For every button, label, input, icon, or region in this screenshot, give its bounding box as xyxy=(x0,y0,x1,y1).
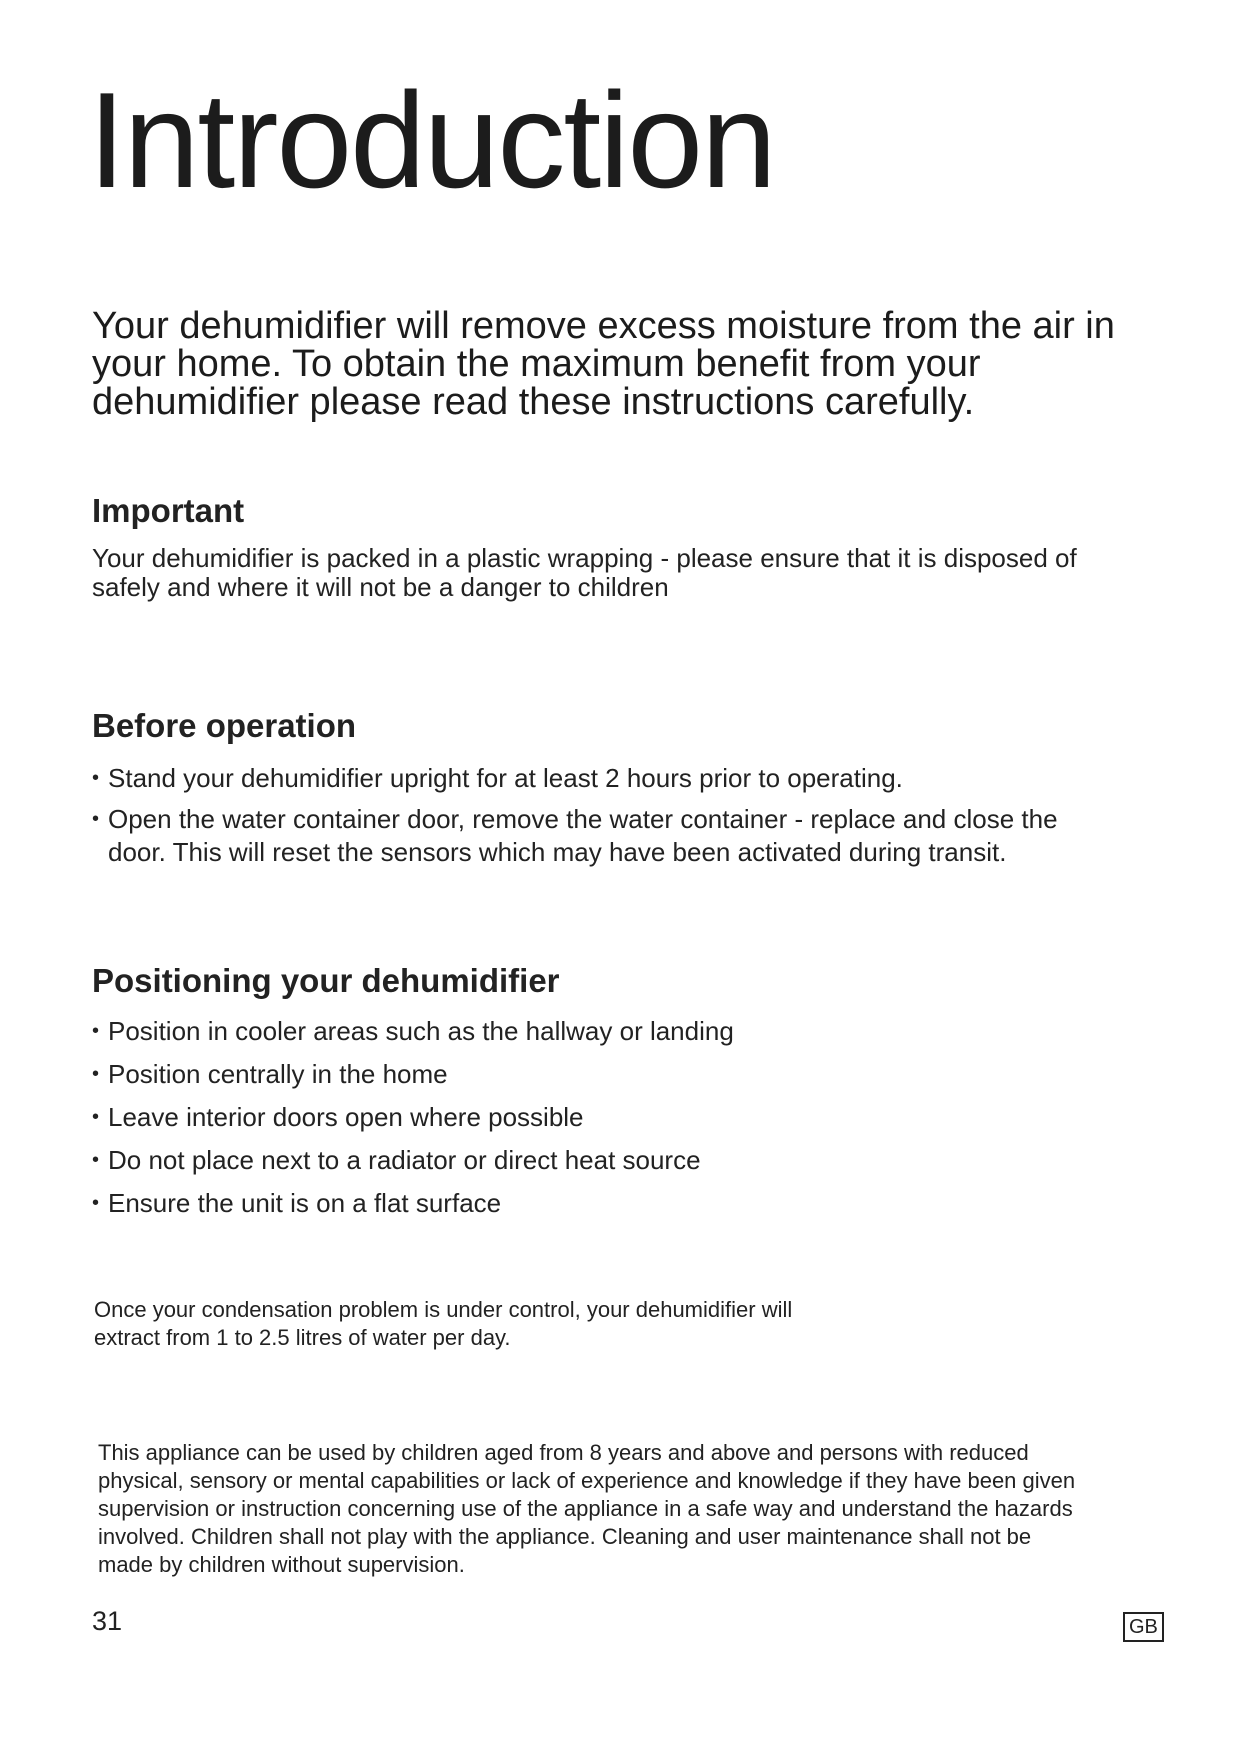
note-line: Once your condensation problem is under control, your dehumidifier will xyxy=(94,1297,793,1322)
language-badge: GB xyxy=(1123,1612,1164,1642)
notice-line: involved. Children shall not play with the appliance. Cleaning and user maintenance shall not be xyxy=(98,1524,1032,1549)
list-item-line: door. This will reset the sensors which may have been activated during transit. xyxy=(108,837,1007,867)
list-item: • Position centrally in the home xyxy=(92,1058,734,1091)
intro-line: your home. To obtain the maximum benefit from your xyxy=(92,343,981,385)
important-line: Your dehumidifier is packed in a plastic wrapping - please ensure that it is disposed of xyxy=(92,543,1077,573)
important-line: safely and where it will not be a danger to children xyxy=(92,572,669,602)
important-heading: Important xyxy=(92,492,245,529)
list-item xyxy=(92,803,1058,869)
condensation-note xyxy=(94,1296,792,1352)
notice-line: supervision or instruction concerning use of the appliance in a safe way and understand the hazards xyxy=(98,1496,1073,1521)
list-item: • Ensure the unit is on a flat surface xyxy=(92,1187,734,1220)
intro-line: Your dehumidifier will remove excess moisture from the air in xyxy=(92,305,1115,347)
children-safety-notice xyxy=(98,1439,1075,1579)
list-item: • Leave interior doors open where possible xyxy=(92,1101,734,1134)
list-item: • Do not place next to a radiator or direct heat source xyxy=(92,1144,734,1177)
positioning-heading: Positioning your dehumidifier xyxy=(92,962,560,999)
list-item xyxy=(92,762,1058,795)
list-item: • Position in cooler areas such as the hallway or landing xyxy=(92,1015,734,1048)
positioning-list xyxy=(92,1015,734,1230)
important-paragraph xyxy=(92,544,1077,602)
intro-line: dehumidifier please read these instructions carefully. xyxy=(92,381,975,423)
page-number: 31 xyxy=(92,1606,123,1636)
notice-line: This appliance can be used by children aged from 8 years and above and persons with reduced xyxy=(98,1440,1029,1465)
notice-line: physical, sensory or mental capabilities or lack of experience and knowledge if they have been given xyxy=(98,1468,1076,1493)
intro-paragraph xyxy=(92,307,1192,421)
list-item-line: • Open the water container door, remove the water container - replace and close the xyxy=(108,804,1058,834)
page-title: Introduction xyxy=(88,64,775,216)
before-operation-list xyxy=(92,762,1058,877)
notice-line: made by children without supervision. xyxy=(98,1552,465,1577)
list-item-line: • Stand your dehumidifier upright for at least 2 hours prior to operating. xyxy=(108,763,903,793)
before-operation-heading: Before operation xyxy=(92,707,357,744)
note-line: extract from 1 to 2.5 litres of water per day. xyxy=(94,1325,511,1350)
